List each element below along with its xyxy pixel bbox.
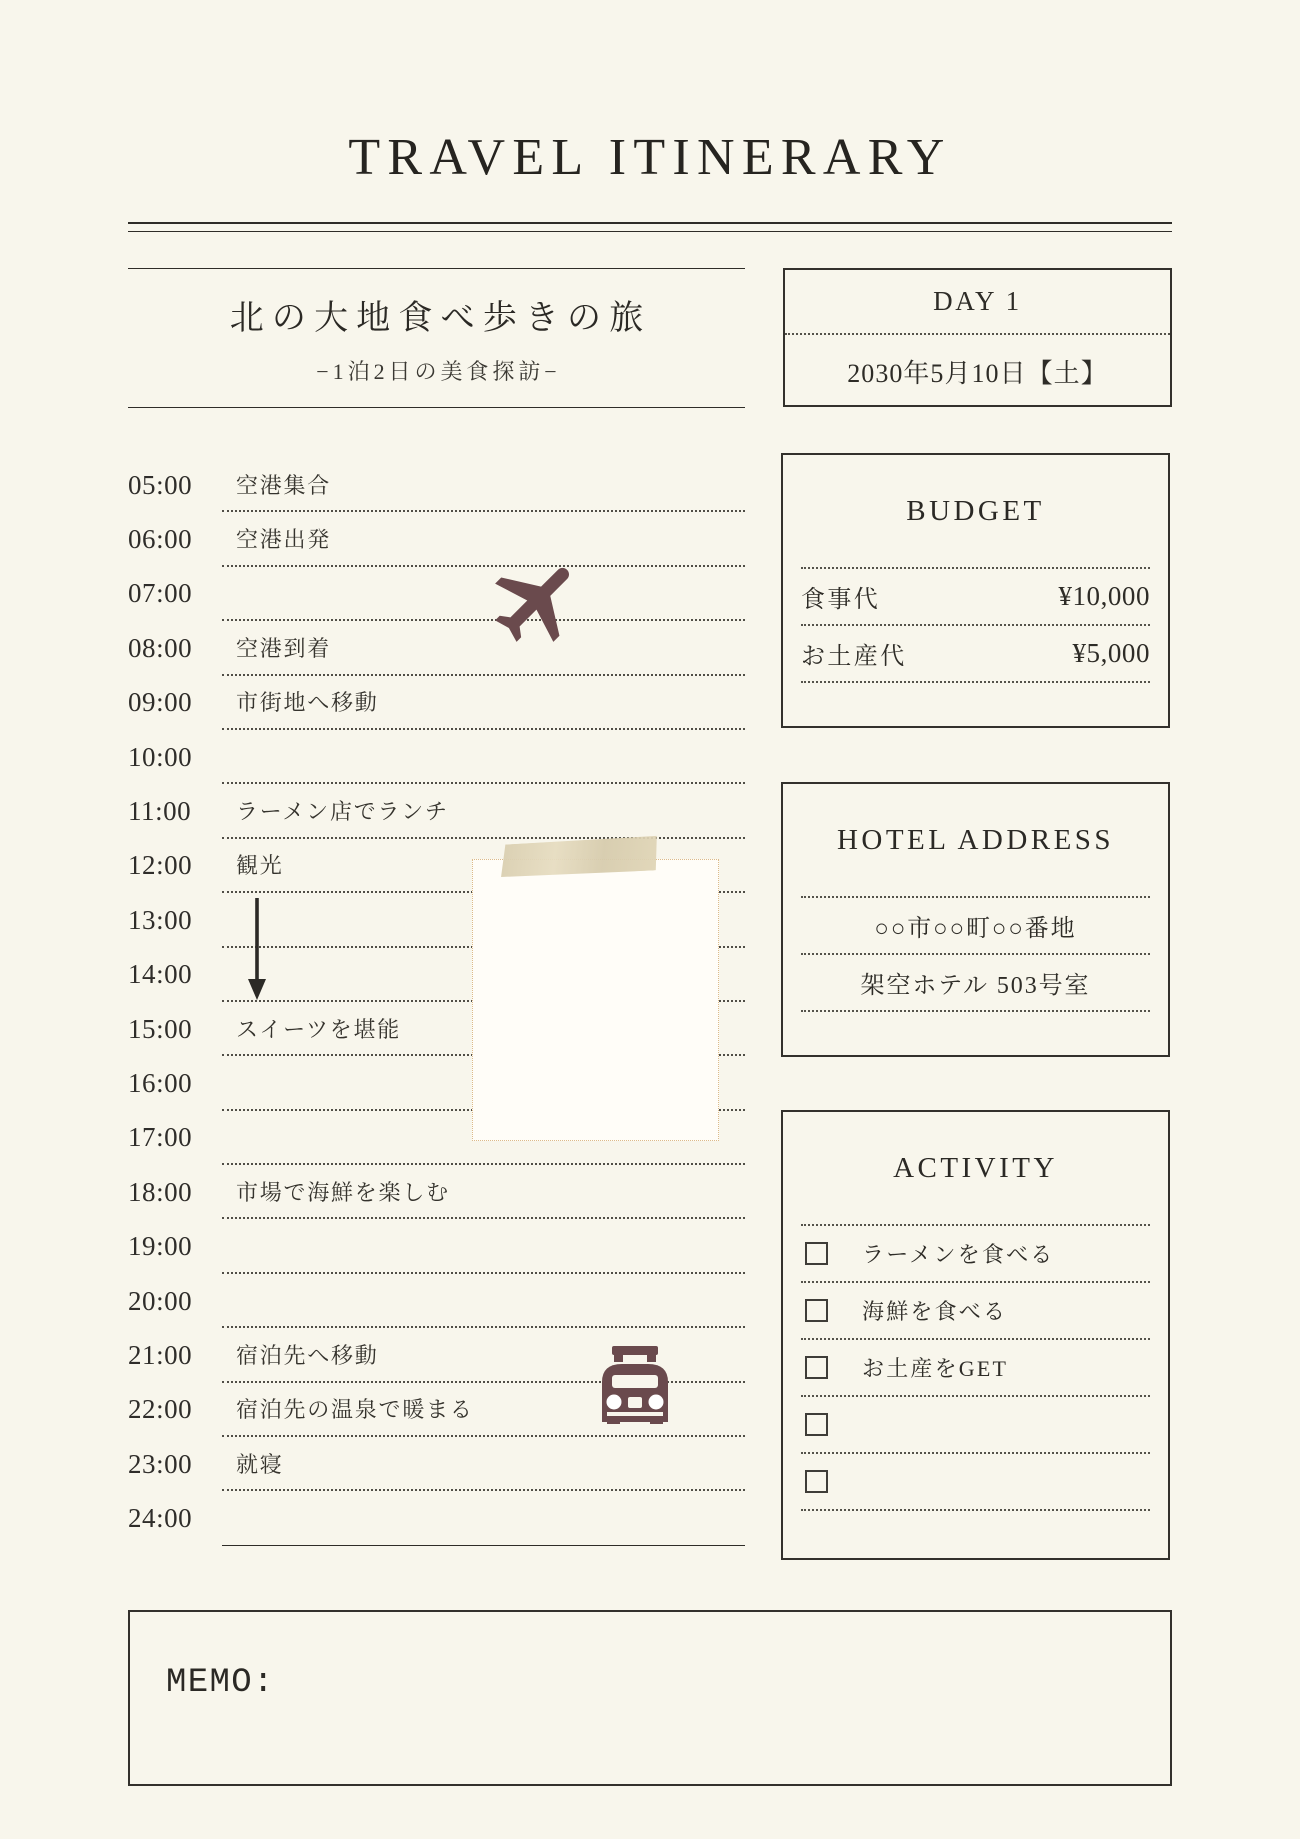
timeline-entry	[222, 1491, 745, 1545]
time-label: 19:00	[128, 1231, 193, 1262]
timeline-row	[128, 1274, 745, 1328]
timeline-row	[128, 676, 745, 730]
activity-row	[801, 1340, 1150, 1397]
blank-photo-note	[472, 859, 719, 1141]
day-label: DAY 1	[785, 270, 1170, 335]
budget-item-amount: ¥5,000	[1072, 638, 1150, 668]
time-label: 12:00	[128, 850, 193, 881]
hotel-title: HOTEL ADDRESS	[801, 784, 1150, 898]
time-label: 11:00	[128, 796, 192, 827]
activity-title: ACTIVITY	[801, 1112, 1150, 1226]
down-arrow-icon	[242, 896, 272, 1007]
trip-subtitle: −1泊2日の美食探訪−	[316, 359, 561, 384]
time-label: 09:00	[128, 687, 193, 718]
trip-heading	[128, 268, 745, 408]
time-label: 14:00	[128, 959, 193, 990]
timeline-row	[128, 458, 745, 512]
activity-row	[801, 1397, 1150, 1454]
checkbox[interactable]	[805, 1242, 828, 1265]
time-label: 10:00	[128, 741, 193, 772]
time-label: 08:00	[128, 632, 193, 663]
timeline-row	[128, 567, 745, 621]
timeline-row	[128, 621, 745, 675]
timeline-entry	[222, 1274, 745, 1328]
memo-label: MEMO:	[166, 1664, 275, 1702]
time-label: 23:00	[128, 1448, 193, 1479]
timeline-row	[128, 512, 745, 566]
activity-label: 海鮮を食べる	[862, 1299, 1008, 1324]
timeline-row	[128, 1219, 745, 1273]
timeline-entry: 市街地へ移動	[222, 676, 745, 730]
checkbox[interactable]	[805, 1413, 828, 1436]
trip-title: 北の大地食べ歩きの旅	[229, 300, 652, 337]
timeline-entry: 就寝	[222, 1437, 745, 1491]
budget-item-amount: ¥10,000	[1058, 581, 1150, 611]
activity-label: お土産をGET	[862, 1356, 1009, 1381]
timeline-row	[128, 730, 745, 784]
hotel-address-box	[781, 782, 1170, 1057]
budget-box	[781, 453, 1170, 728]
timeline-entry: 宿泊先の温泉で暖まる	[222, 1383, 745, 1437]
budget-row	[801, 626, 1150, 683]
day-box	[783, 268, 1172, 407]
hotel-address-line: ○○市○○町○○番地	[801, 898, 1150, 955]
day-date: 2030年5月10日【土】	[847, 358, 1108, 388]
taxi-icon	[596, 1344, 674, 1431]
activity-row	[801, 1454, 1150, 1511]
budget-title: BUDGET	[801, 455, 1150, 569]
activity-row	[801, 1283, 1150, 1340]
budget-item-label: お土産代	[801, 644, 907, 670]
timeline-row	[128, 1491, 745, 1545]
timeline-entry	[222, 1219, 745, 1273]
timeline-entry: 宿泊先へ移動	[222, 1328, 745, 1382]
timeline-row	[128, 1437, 745, 1491]
checkbox[interactable]	[805, 1299, 828, 1322]
timeline-entry: 空港到着	[222, 621, 745, 675]
timeline-entry: スイーツを堪能	[222, 1002, 745, 1056]
header-double-rule	[128, 222, 1172, 232]
activity-row	[801, 1226, 1150, 1283]
hotel-address-line: 架空ホテル 503号室	[801, 955, 1150, 1012]
activity-box	[781, 1110, 1170, 1560]
time-label: 21:00	[128, 1339, 193, 1370]
timeline-entry	[222, 730, 745, 784]
page-title: TRAVEL ITINERARY	[348, 129, 952, 186]
timeline-entry: ラーメン店でランチ	[222, 784, 745, 838]
timeline-entry: 空港出発	[222, 512, 745, 566]
time-label: 24:00	[128, 1503, 193, 1534]
airplane-icon	[486, 550, 590, 659]
timeline-entry: 観光	[222, 839, 745, 893]
timeline-row	[128, 784, 745, 838]
time-label: 07:00	[128, 578, 193, 609]
activity-label: ラーメンを食べる	[862, 1242, 1055, 1267]
time-label: 20:00	[128, 1285, 193, 1316]
timeline-entry: 市場で海鮮を楽しむ	[222, 1165, 745, 1219]
time-label: 22:00	[128, 1394, 193, 1425]
time-label: 05:00	[128, 469, 193, 500]
checkbox[interactable]	[805, 1470, 828, 1493]
time-label: 16:00	[128, 1067, 193, 1098]
time-label: 13:00	[128, 904, 193, 935]
budget-row	[801, 569, 1150, 626]
time-label: 18:00	[128, 1176, 193, 1207]
time-label: 17:00	[128, 1122, 193, 1153]
timeline-entry: 空港集合	[222, 458, 745, 512]
time-label: 15:00	[128, 1013, 193, 1044]
checkbox[interactable]	[805, 1356, 828, 1379]
time-label: 06:00	[128, 524, 193, 555]
budget-item-label: 食事代	[801, 587, 881, 613]
memo-box	[128, 1610, 1172, 1786]
timeline-row	[128, 1165, 745, 1219]
